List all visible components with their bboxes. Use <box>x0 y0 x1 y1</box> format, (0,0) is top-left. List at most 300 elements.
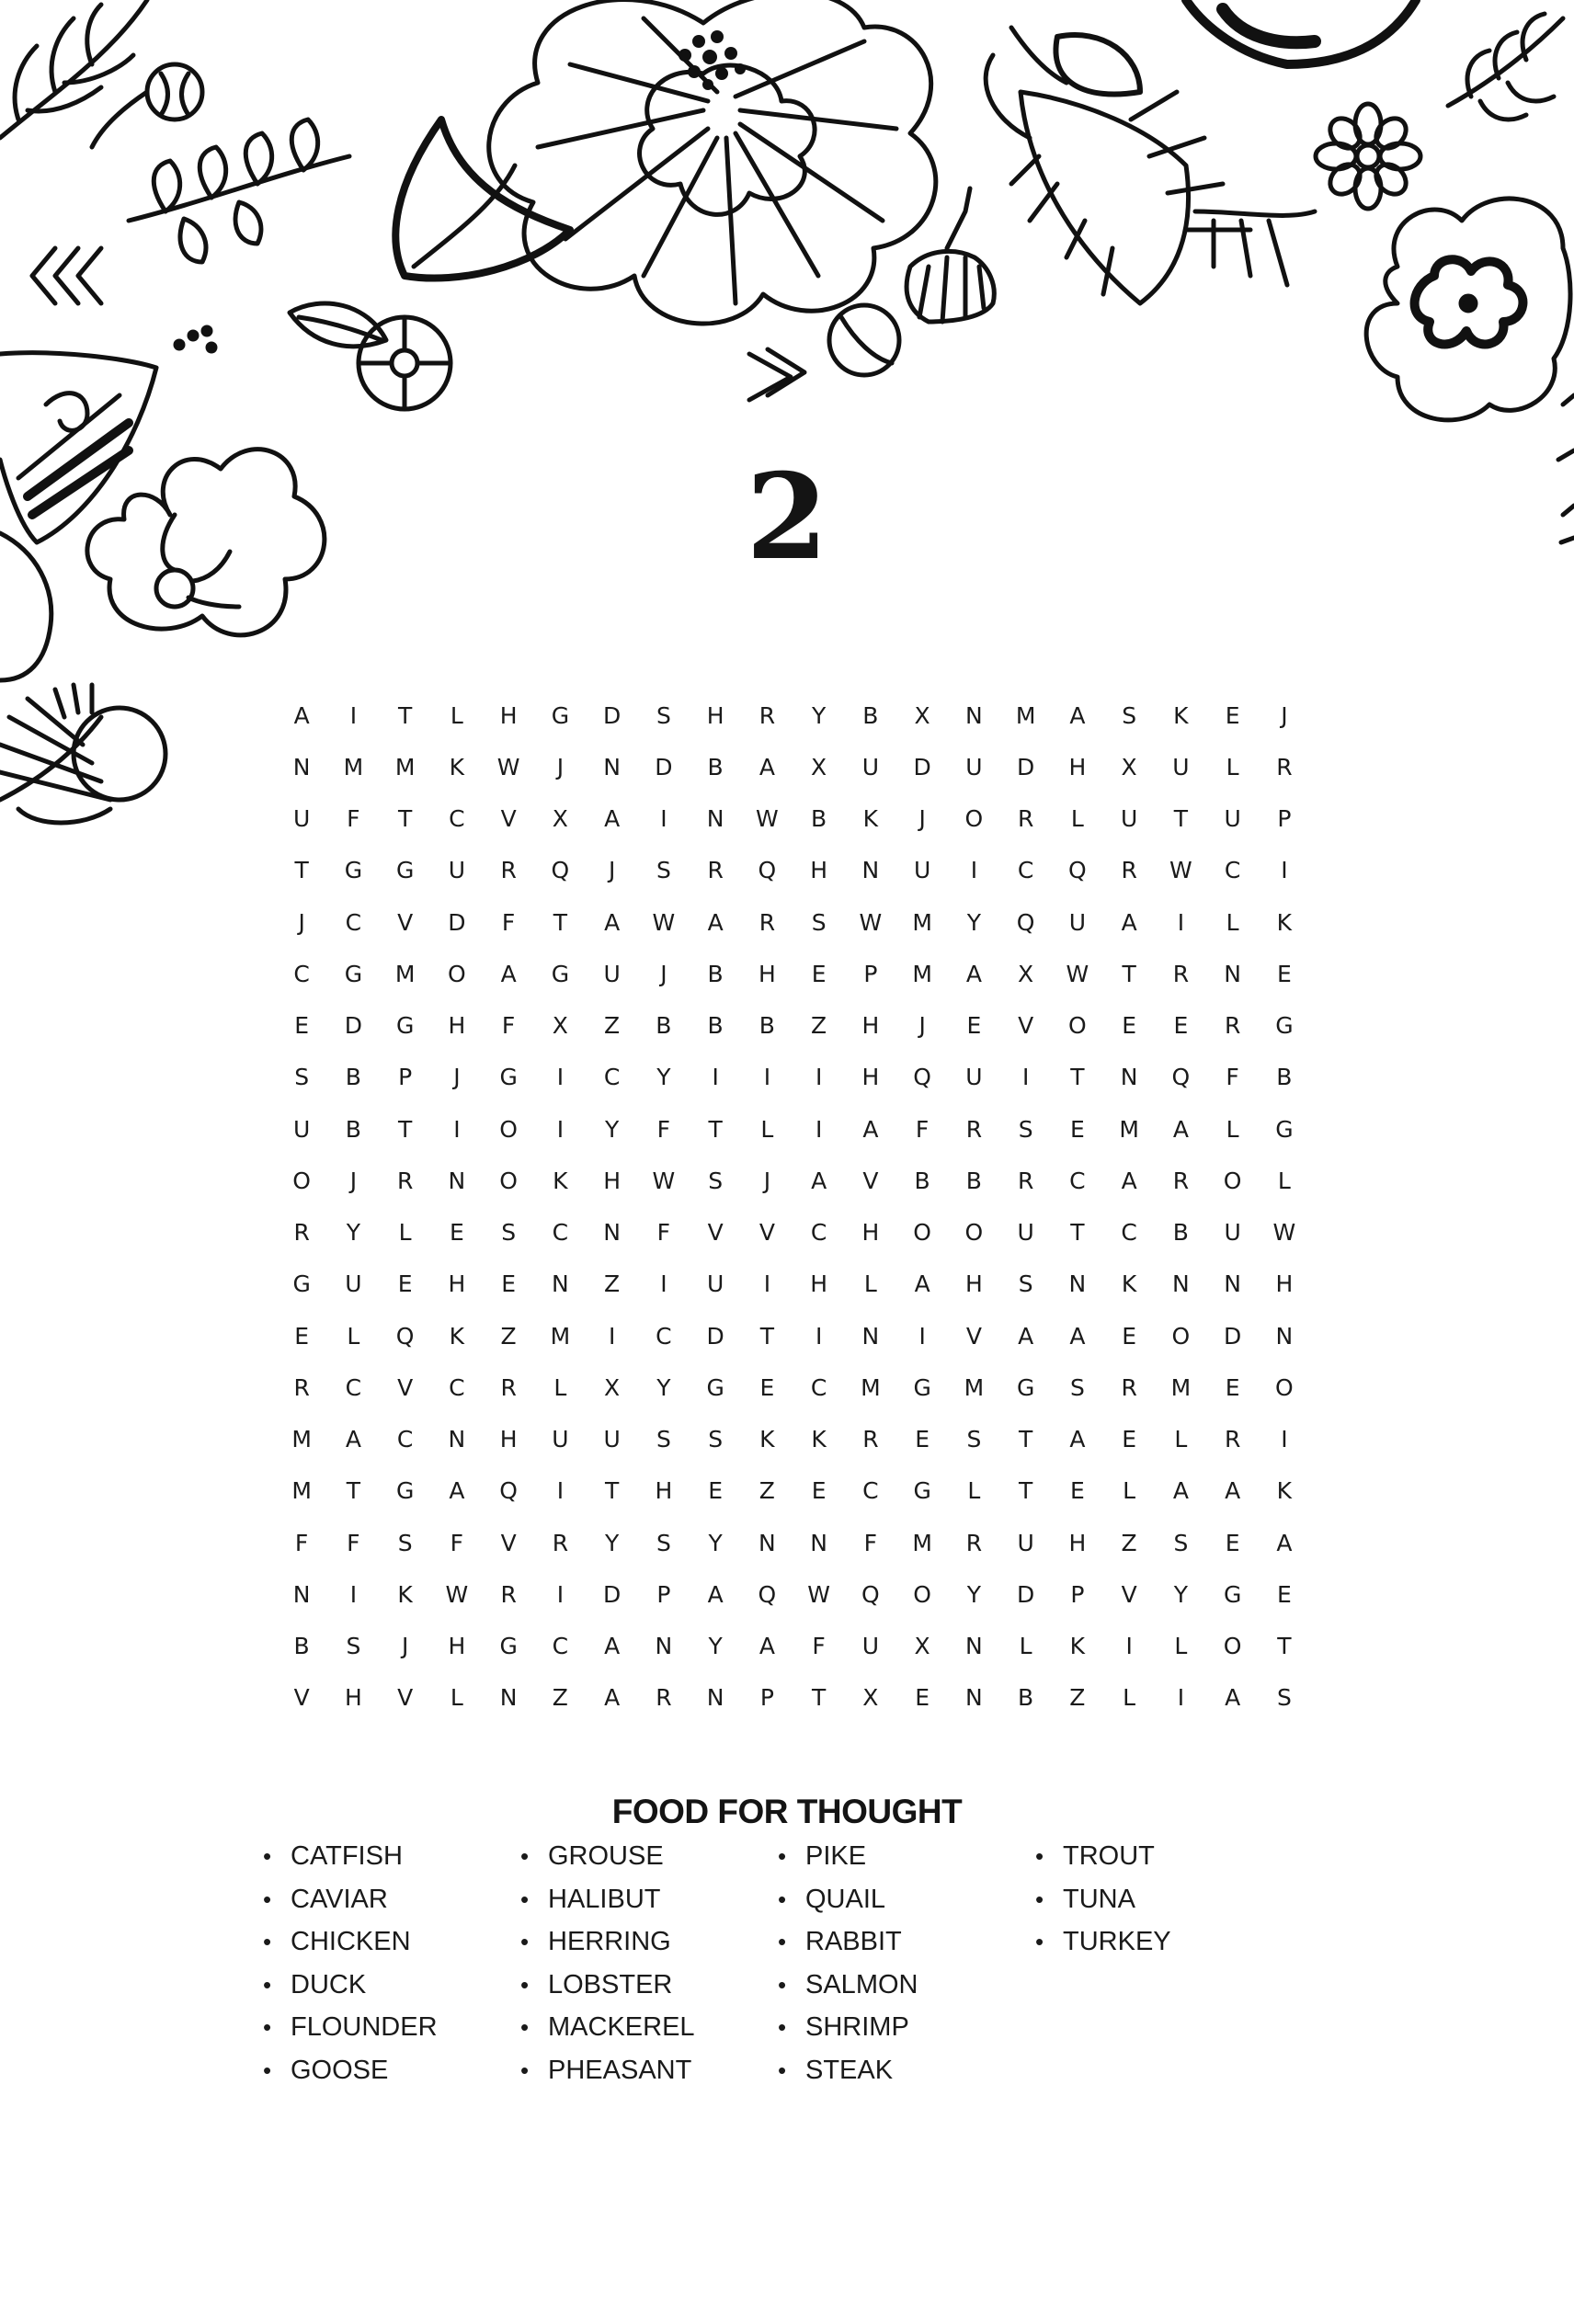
grid-letter: N <box>706 1684 724 1712</box>
grid-letter: A <box>1121 1167 1137 1194</box>
grid-letter: Z <box>758 1477 775 1505</box>
grid-letter: M <box>291 1477 312 1505</box>
grid-letter: Y <box>604 1529 620 1556</box>
grid-letter: E <box>915 1684 930 1712</box>
word-text: TURKEY <box>1063 1927 1171 1956</box>
word-search-grid <box>276 689 1310 1724</box>
grid-letter: T <box>1173 805 1189 833</box>
grid-letter: B <box>965 1167 982 1194</box>
grid-letter: L <box>1226 908 1239 936</box>
grid-letter: Q <box>1068 857 1087 884</box>
grid-letter: A <box>1225 1684 1241 1712</box>
grid-letter: Y <box>656 1064 671 1091</box>
bullet-icon: • <box>520 1842 530 1870</box>
grid-letter: N <box>1172 1270 1190 1298</box>
grid-letter: I <box>453 1115 461 1143</box>
grid-letter: L <box>1174 1426 1188 1453</box>
grid-letter: P <box>1070 1580 1085 1608</box>
grid-letter: R <box>500 1580 517 1608</box>
grid-letter: X <box>604 1373 621 1401</box>
grid-letter: N <box>1275 1322 1294 1350</box>
grid-letter: G <box>913 1373 931 1401</box>
grid-letter: J <box>918 805 926 833</box>
grid-letter: S <box>656 1426 671 1453</box>
grid-letter: R <box>1172 1167 1190 1194</box>
grid-letter: X <box>914 1633 930 1660</box>
grid-letter: R <box>1224 1426 1241 1453</box>
grid-letter: A <box>707 1580 724 1608</box>
grid-letter: O <box>964 805 984 833</box>
grid-letter: P <box>863 960 878 987</box>
bullet-icon: • <box>520 2056 530 2084</box>
grid-letter: Y <box>1173 1580 1189 1608</box>
grid-letter: H <box>448 1012 466 1040</box>
grid-letter: A <box>1172 1477 1189 1505</box>
fan-flower-icon <box>0 685 165 823</box>
bullet-icon: • <box>1035 1842 1044 1870</box>
grid-letter: L <box>1123 1684 1136 1712</box>
grid-letter: F <box>812 1633 826 1660</box>
grid-letter: U <box>913 857 931 884</box>
grid-letter: L <box>347 1322 360 1350</box>
grid-letter: E <box>1069 1477 1085 1505</box>
grid-letter: N <box>499 1684 518 1712</box>
grid-letter: F <box>450 1529 464 1556</box>
grid-letter: M <box>1015 701 1036 729</box>
grid-letter: O <box>292 1167 311 1194</box>
grid-letter: X <box>811 753 827 780</box>
grid-letter: I <box>608 1322 616 1350</box>
bullet-icon: • <box>778 1842 787 1870</box>
bullet-icon: • <box>263 2013 272 2041</box>
grid-letter: A <box>1069 1322 1086 1350</box>
grid-letter: A <box>604 805 621 833</box>
grid-letter: H <box>448 1270 466 1298</box>
grid-letter: A <box>758 753 775 780</box>
grid-letter: A <box>811 1167 827 1194</box>
grid-letter: U <box>1224 805 1241 833</box>
grid-letter: H <box>861 1064 880 1091</box>
grid-letter: B <box>345 1115 361 1143</box>
word-list-item <box>1035 1841 1293 1885</box>
grid-letter: E <box>1173 1012 1189 1040</box>
grid-letter: W <box>1272 1219 1296 1247</box>
word-text: TUNA <box>1063 1884 1135 1914</box>
grid-letter: Q <box>551 857 570 884</box>
grid-letter: A <box>1069 701 1086 729</box>
grid-letter: L <box>863 1270 877 1298</box>
grid-letter: U <box>345 1270 362 1298</box>
grid-letter: J <box>453 1064 461 1091</box>
grid-letter: J <box>1281 701 1288 729</box>
grid-letter: U <box>292 1115 311 1143</box>
grid-letter: U <box>1224 1219 1241 1247</box>
grid-letter: R <box>965 1115 983 1143</box>
grid-letter: C <box>603 1064 621 1091</box>
grid-letter: H <box>1068 753 1087 780</box>
grid-letter: G <box>499 1064 518 1091</box>
grid-letter: U <box>603 960 621 987</box>
bullet-icon: • <box>263 2056 272 2084</box>
grid-letter: M <box>394 753 416 780</box>
grid-letter: H <box>499 1426 518 1453</box>
grid-letter: U <box>861 1633 880 1660</box>
grid-letter: K <box>862 805 879 833</box>
word-text: MACKEREL <box>548 2012 695 2042</box>
grid-letter: D <box>913 753 931 780</box>
grid-letter: G <box>292 1270 311 1298</box>
word-text: CAVIAR <box>291 1884 388 1914</box>
grid-letter: V <box>707 1219 724 1247</box>
word-list-item <box>778 1841 1035 1885</box>
grid-letter: R <box>1276 753 1293 780</box>
grid-letter: V <box>293 1684 310 1712</box>
grid-letter: Q <box>758 857 777 884</box>
grid-letter: S <box>656 857 671 884</box>
grid-letter: M <box>1119 1115 1139 1143</box>
grid-letter: F <box>501 1012 516 1040</box>
grid-letter: D <box>602 701 622 729</box>
grid-letter: R <box>758 908 776 936</box>
grid-letter: E <box>811 1477 827 1505</box>
grid-letter: V <box>862 1167 879 1194</box>
grid-letter: S <box>656 1529 671 1556</box>
word-text: HALIBUT <box>548 1884 661 1914</box>
grid-letter: T <box>1070 1064 1085 1091</box>
grid-letter: B <box>1172 1219 1189 1247</box>
grid-letter: T <box>811 1684 827 1712</box>
grid-letter: F <box>656 1219 671 1247</box>
grid-letter: O <box>964 1219 984 1247</box>
grid-letter: H <box>810 1270 828 1298</box>
grid-letter: K <box>1121 1270 1137 1298</box>
grid-letter: G <box>395 857 415 884</box>
grid-letter: X <box>552 1012 568 1040</box>
word-text: QUAIL <box>805 1884 886 1914</box>
grid-letter: U <box>448 857 466 884</box>
grid-letter: S <box>656 701 671 729</box>
bullet-icon: • <box>1035 1885 1044 1913</box>
grid-letter: L <box>967 1477 981 1505</box>
word-list-item <box>778 1970 1035 2013</box>
grid-letter: D <box>1016 1580 1035 1608</box>
grid-letter: A <box>1018 1322 1034 1350</box>
grid-letter: H <box>1275 1270 1294 1298</box>
grid-letter: N <box>448 1426 466 1453</box>
grid-letter: C <box>345 908 362 936</box>
grid-letter: C <box>810 1373 827 1401</box>
grid-letter: K <box>1276 908 1293 936</box>
grid-letter: C <box>1017 857 1034 884</box>
grid-letter: N <box>1120 1064 1138 1091</box>
grid-letter: S <box>1276 1684 1292 1712</box>
grid-letter: C <box>293 960 310 987</box>
grid-letter: O <box>499 1115 518 1143</box>
grid-letter: A <box>1172 1115 1189 1143</box>
grid-letter: L <box>1226 1115 1239 1143</box>
grid-letter: G <box>1016 1373 1035 1401</box>
word-list-item <box>263 2056 520 2099</box>
grid-letter: Z <box>604 1012 621 1040</box>
grid-letter: M <box>1170 1373 1192 1401</box>
grid-letter: D <box>1016 753 1035 780</box>
grid-letter: I <box>1177 908 1185 936</box>
grid-letter: U <box>552 1426 569 1453</box>
grid-letter: B <box>914 1167 930 1194</box>
grid-letter: U <box>1017 1529 1034 1556</box>
grid-letter: F <box>294 1529 309 1556</box>
grid-letter: X <box>552 805 568 833</box>
grid-letter: G <box>551 960 570 987</box>
grid-letter: W <box>807 1580 830 1608</box>
word-list-item <box>1035 1885 1293 1928</box>
grid-letter: S <box>1018 1270 1033 1298</box>
grid-letter: D <box>448 908 466 936</box>
grid-letter: B <box>1018 1684 1034 1712</box>
grid-letter: D <box>602 1580 622 1608</box>
grid-letter: S <box>1069 1373 1085 1401</box>
grid-letter: Z <box>604 1270 621 1298</box>
word-text: LOBSTER <box>548 1969 673 1999</box>
bullet-icon: • <box>520 2013 530 2041</box>
grid-letter: Y <box>966 908 982 936</box>
grid-letter: A <box>707 908 724 936</box>
grid-letter: S <box>346 1633 361 1660</box>
grid-letter: L <box>1070 805 1084 833</box>
grid-letter: L <box>1226 753 1239 780</box>
grid-letter: U <box>1120 805 1138 833</box>
grid-letter: H <box>861 1219 880 1247</box>
grid-letter: C <box>345 1373 362 1401</box>
word-list-item <box>263 1927 520 1970</box>
grid-letter: M <box>912 908 932 936</box>
grid-letter: I <box>556 1477 565 1505</box>
grid-letter: C <box>656 1322 672 1350</box>
grid-letter: V <box>397 908 414 936</box>
grid-letter: L <box>553 1373 567 1401</box>
grid-letter: O <box>913 1219 931 1247</box>
word-text: PHEASANT <box>548 2055 692 2085</box>
grid-letter: I <box>815 1064 823 1091</box>
grid-letter: Q <box>861 1580 880 1608</box>
bullet-icon: • <box>778 2013 787 2041</box>
grid-letter: D <box>344 1012 362 1040</box>
grid-letter: R <box>1017 1167 1034 1194</box>
grid-letter: E <box>1122 1426 1137 1453</box>
grid-letter: I <box>712 1064 719 1091</box>
grid-letter: T <box>759 1322 775 1350</box>
grid-letter: J <box>918 1012 926 1040</box>
grid-letter: H <box>1068 1529 1087 1556</box>
grid-letter: C <box>1224 857 1241 884</box>
grid-letter: Q <box>1171 1064 1191 1091</box>
grid-letter: V <box>397 1373 414 1401</box>
word-text: PIKE <box>805 1841 867 1871</box>
grid-letter: I <box>918 1322 926 1350</box>
grid-letter: E <box>294 1012 310 1040</box>
grid-letter: W <box>652 1167 676 1194</box>
grid-letter: E <box>1069 1115 1085 1143</box>
grid-letter: I <box>556 1115 565 1143</box>
grid-letter: E <box>708 1477 724 1505</box>
grid-letter: U <box>603 1426 621 1453</box>
grid-letter: A <box>914 1270 930 1298</box>
grid-letter: C <box>396 1426 414 1453</box>
grid-letter: E <box>397 1270 413 1298</box>
grid-letter: D <box>655 753 673 780</box>
grid-letter: R <box>1121 1373 1137 1401</box>
grid-letter: T <box>1070 1219 1085 1247</box>
grid-letter: T <box>708 1115 723 1143</box>
grid-letter: D <box>706 1322 724 1350</box>
grid-letter: Q <box>758 1580 777 1608</box>
grid-letter: B <box>1276 1064 1293 1091</box>
grid-letter: G <box>551 701 570 729</box>
grid-letter: R <box>656 1684 672 1712</box>
grid-letter: N <box>965 1633 983 1660</box>
grid-letter: Z <box>811 1012 827 1040</box>
grid-letter: S <box>811 908 827 936</box>
grid-letter: S <box>708 1426 724 1453</box>
grid-letter: H <box>499 701 518 729</box>
grid-letter: G <box>706 1373 724 1401</box>
grid-letter: O <box>1223 1633 1242 1660</box>
grid-letter: B <box>811 805 827 833</box>
word-list-item <box>263 1885 520 1928</box>
grid-letter: W <box>496 753 520 780</box>
grid-letter: A <box>758 1633 775 1660</box>
grid-letter: A <box>1225 1477 1241 1505</box>
word-list-column <box>263 1841 520 2117</box>
grid-letter: F <box>347 1529 360 1556</box>
grid-letter: Y <box>708 1633 723 1660</box>
word-text: GROUSE <box>548 1841 664 1871</box>
grid-letter: M <box>964 1373 985 1401</box>
grid-letter: B <box>707 1012 724 1040</box>
grid-letter: U <box>1172 753 1190 780</box>
grid-letter: G <box>1275 1115 1294 1143</box>
grid-letter: F <box>656 1115 671 1143</box>
grid-letter: L <box>398 1219 412 1247</box>
grid-letter: N <box>603 753 621 780</box>
word-list-item <box>263 2012 520 2056</box>
grid-letter: L <box>1123 1477 1136 1505</box>
word-list-item <box>778 2056 1035 2099</box>
grid-letter: P <box>656 1580 671 1608</box>
grid-letter: O <box>448 960 466 987</box>
grid-letter: F <box>347 805 360 833</box>
grid-letter: J <box>298 908 305 936</box>
grid-letter: N <box>758 1529 776 1556</box>
word-text: HERRING <box>548 1927 671 1956</box>
grid-letter: X <box>914 701 930 729</box>
grid-letter: I <box>349 701 358 729</box>
grid-letter: T <box>397 701 413 729</box>
grid-letter: H <box>603 1167 622 1194</box>
grid-letter: E <box>1276 1580 1292 1608</box>
grid-letter: K <box>1276 1477 1293 1505</box>
grid-letter: E <box>449 1219 464 1247</box>
grid-letter: P <box>1277 805 1292 833</box>
grid-letter: R <box>500 1373 517 1401</box>
grid-letter: U <box>706 1270 724 1298</box>
word-text: GOOSE <box>291 2055 389 2085</box>
bullet-icon: • <box>778 1928 787 1955</box>
grid-letter: I <box>1281 1426 1288 1453</box>
grid-letter: V <box>397 1684 414 1712</box>
word-list-item <box>520 2056 778 2099</box>
word-list-item <box>778 1885 1035 1928</box>
word-list-item <box>778 2012 1035 2056</box>
grid-letter: G <box>395 1477 415 1505</box>
grid-letter: O <box>1171 1322 1191 1350</box>
grid-letter: N <box>655 1633 673 1660</box>
grid-letter: A <box>345 1426 361 1453</box>
grid-letter: R <box>396 1167 414 1194</box>
grid-letter: N <box>706 805 724 833</box>
grid-letter: A <box>1276 1529 1293 1556</box>
grid-letter: T <box>397 805 413 833</box>
grid-letter: N <box>1068 1270 1087 1298</box>
grid-letter: I <box>1125 1633 1133 1660</box>
grid-letter: S <box>1173 1529 1189 1556</box>
grid-letter: T <box>604 1477 620 1505</box>
grid-letter: L <box>450 701 463 729</box>
grid-letter: R <box>862 1426 879 1453</box>
grid-letter: O <box>1275 1373 1294 1401</box>
grid-letter: O <box>499 1167 518 1194</box>
grid-letter: C <box>862 1477 879 1505</box>
grid-letter: K <box>811 1426 827 1453</box>
grid-letter: S <box>501 1219 517 1247</box>
grid-letter: E <box>811 960 827 987</box>
grid-letter: L <box>1277 1167 1291 1194</box>
small-flower-icon <box>359 317 451 409</box>
right-flower-icon <box>1366 199 1570 420</box>
grid-letter: N <box>552 1270 569 1298</box>
grid-letter: B <box>758 1012 775 1040</box>
grid-letter: B <box>345 1064 361 1091</box>
word-list-title: FOOD FOR THOUGHT <box>611 1793 963 1830</box>
grid-letter: I <box>1021 1064 1030 1091</box>
grid-letter: I <box>660 805 667 833</box>
grid-letter: R <box>500 857 517 884</box>
daisy-icon <box>1316 104 1420 209</box>
grid-letter: I <box>660 1270 667 1298</box>
grid-letter: I <box>970 857 978 884</box>
grid-letter: N <box>292 753 311 780</box>
grid-letter: E <box>1276 960 1292 987</box>
grid-letter: Z <box>552 1684 568 1712</box>
grid-letter: H <box>706 701 724 729</box>
grid-letter: S <box>1018 1115 1033 1143</box>
grid-letter: O <box>1223 1167 1242 1194</box>
grid-letter: V <box>1121 1580 1137 1608</box>
grid-letter: R <box>965 1529 983 1556</box>
bullet-icon: • <box>520 1928 530 1955</box>
grid-letter: C <box>449 805 465 833</box>
grid-letter: T <box>346 1477 361 1505</box>
grid-letter: B <box>656 1012 672 1040</box>
grid-letter: U <box>965 753 983 780</box>
grid-letter: A <box>1069 1426 1086 1453</box>
grid-letter: W <box>859 908 883 936</box>
grid-letter: I <box>556 1580 565 1608</box>
word-text: SHRIMP <box>805 2012 909 2042</box>
grid-letter: H <box>344 1684 362 1712</box>
grid-letter: M <box>861 1373 881 1401</box>
grid-letter: H <box>655 1477 673 1505</box>
